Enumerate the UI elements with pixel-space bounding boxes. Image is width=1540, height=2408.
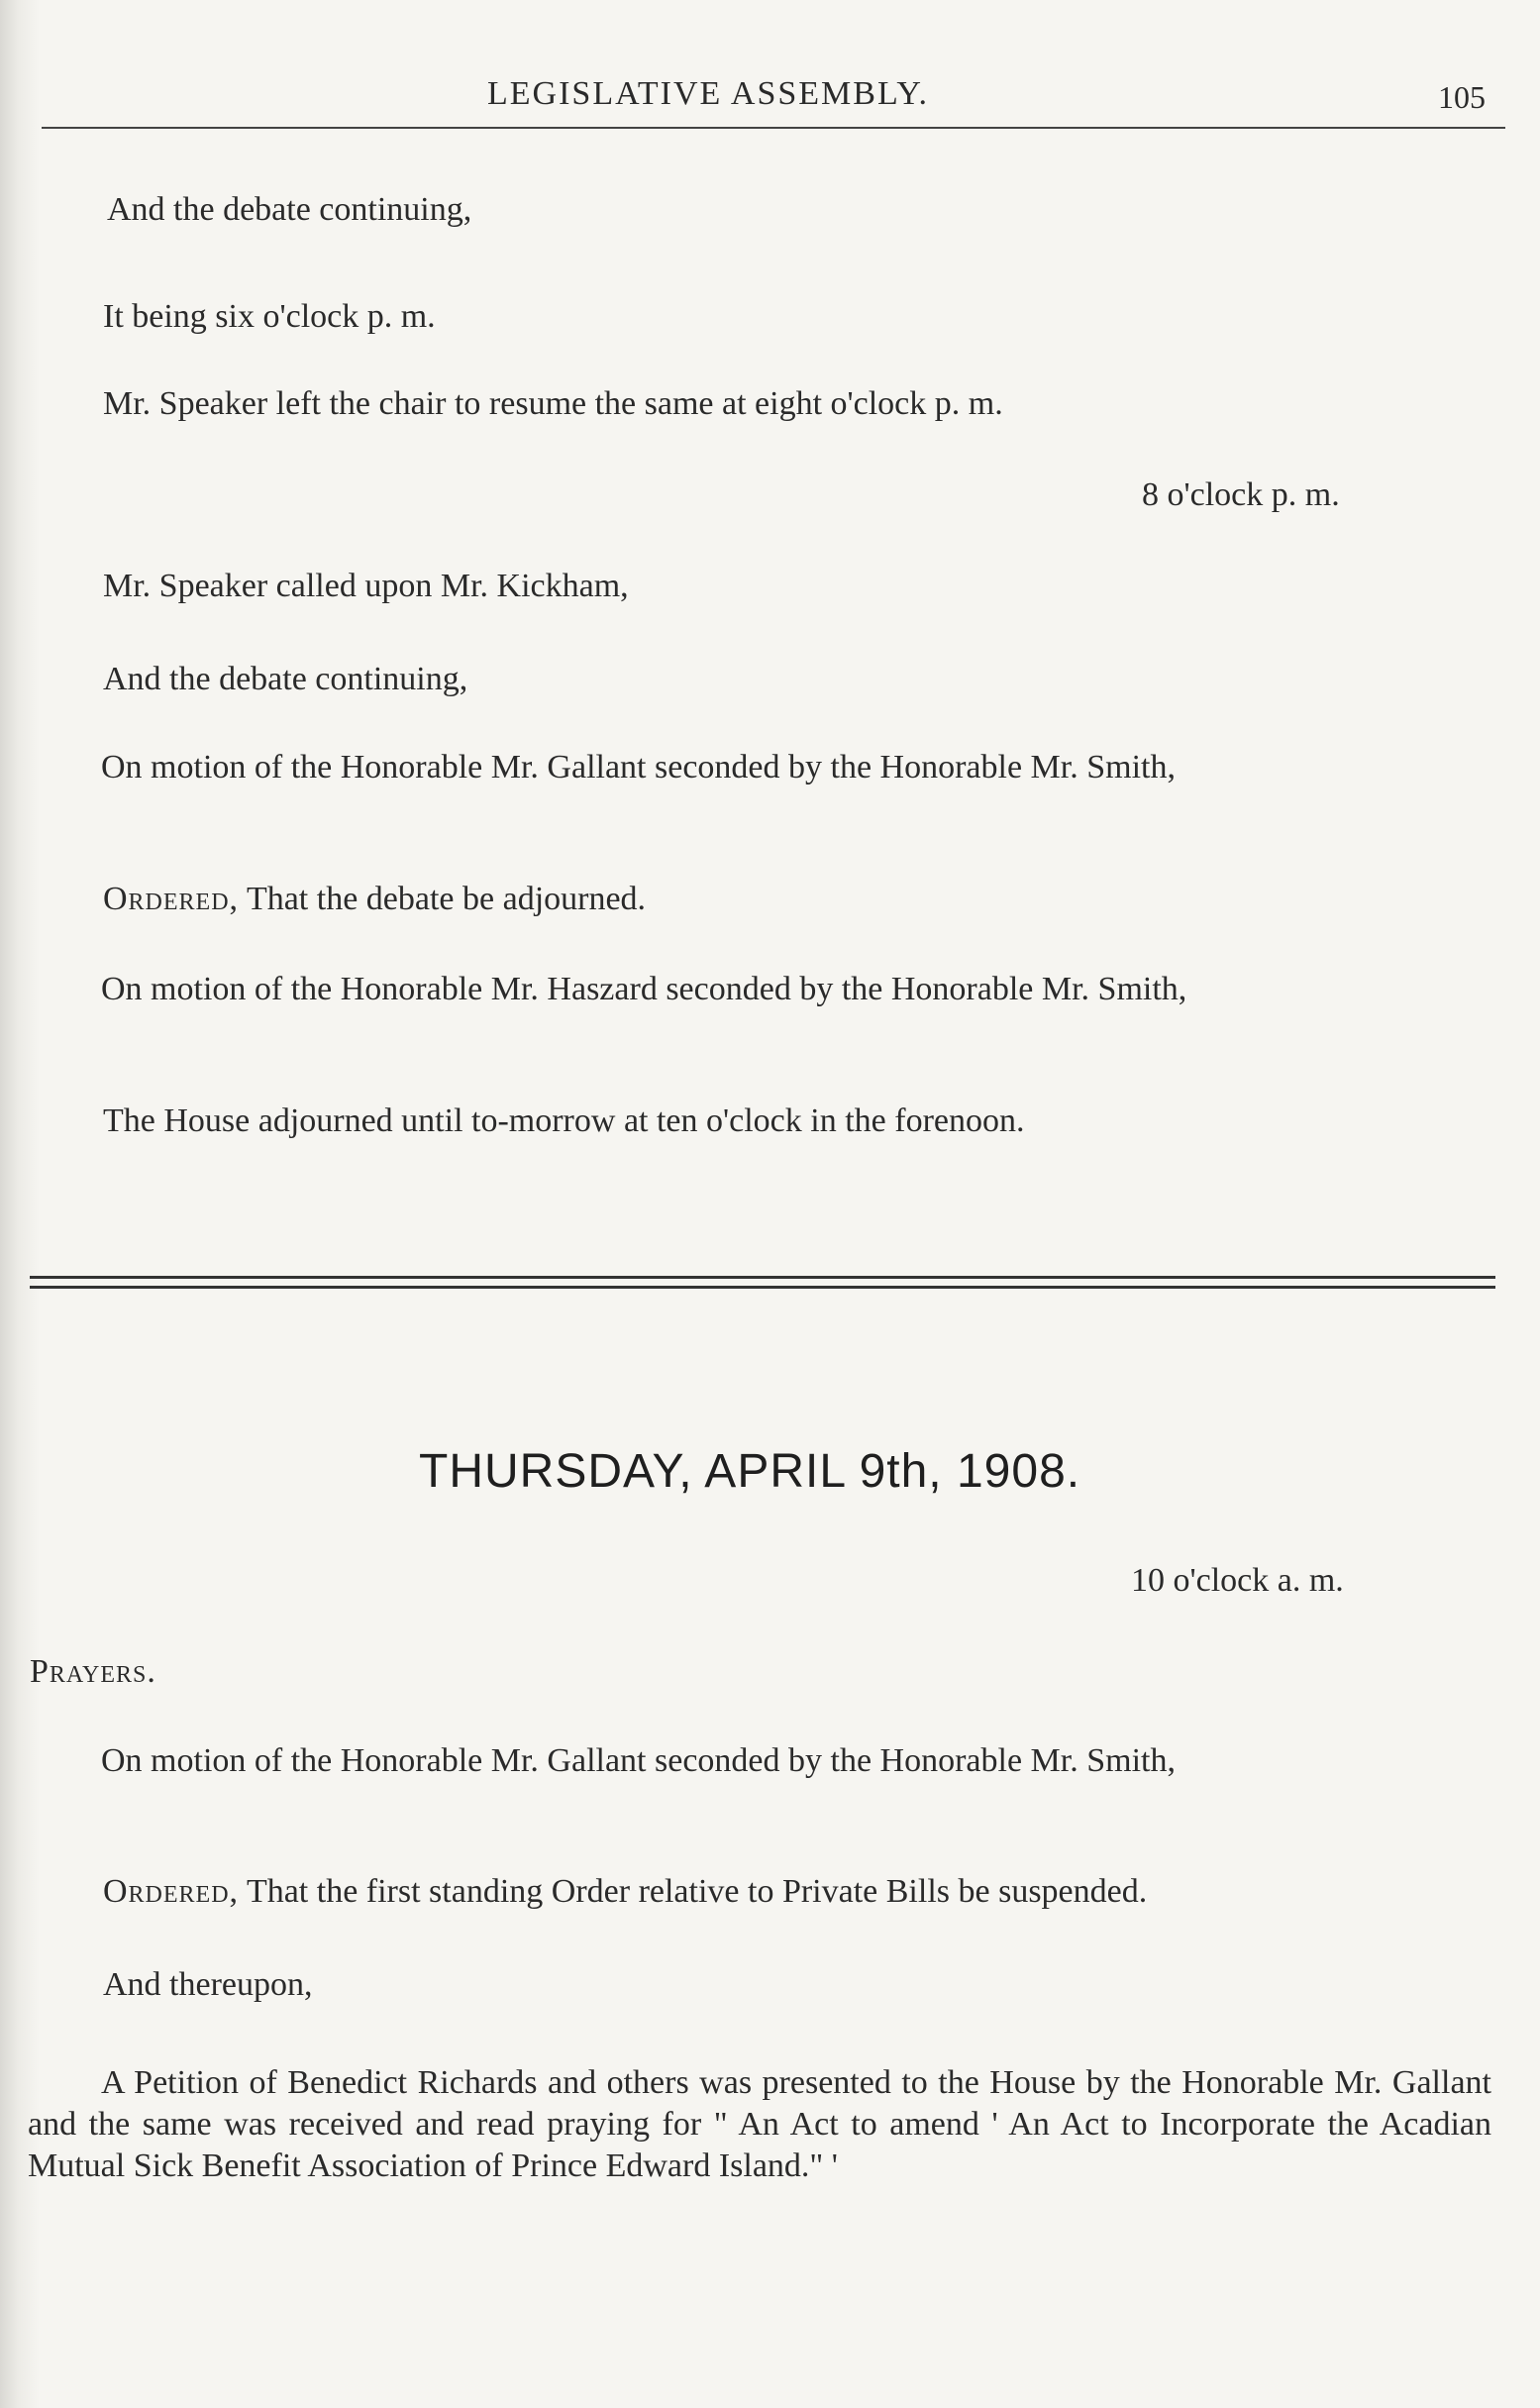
sitting-date-heading: THURSDAY, APRIL 9th, 1908. [419, 1445, 1081, 1498]
six-oclock-line: It being six o'clock p. m. [103, 298, 436, 335]
petition-paragraph: A Petition of Benedict Richards and others was presented to the House by the Honorable Mr. Gallant and the same was received and read praying for " An Act to amend ' An Act to Incorporate the Acadian Mutual Sick Benefit Association of Prince Edward Island." ' [28, 2064, 1491, 2184]
motion-haszard-paragraph: On motion of the Honorable Mr. Haszard seconded by the Honorable Mr. Smith, [101, 971, 1187, 1007]
ordered-label: Ordered, [103, 881, 240, 917]
speaker-left-chair-line: Mr. Speaker left the chair to resume the same at eight o'clock p. m. [103, 385, 1003, 422]
evening-time-label: 8 o'clock p. m. [1142, 476, 1340, 513]
ordered-suspended-line [103, 1872, 1147, 1912]
debate-continuing-line-2: And the debate continuing, [103, 661, 468, 697]
ordered-label-2: Ordered, [103, 1873, 240, 1910]
debate-continuing-line: And the debate continuing, [107, 191, 472, 228]
running-header-title: LEGISLATIVE ASSEMBLY. [487, 75, 929, 112]
section-divider-bottom [30, 1286, 1495, 1289]
ordered-adjourned-line [103, 880, 646, 919]
thereupon-line: And thereupon, [103, 1966, 313, 2003]
ordered-text-2: That the first standing Order relative to Private Bills be suspended. [239, 1873, 1148, 1910]
morning-time-label: 10 o'clock a. m. [1131, 1562, 1344, 1599]
header-rule [42, 127, 1505, 129]
house-adjourned-line: The House adjourned until to-morrow at ten o'clock in the forenoon. [103, 1102, 1025, 1139]
motion-gallant-paragraph: On motion of the Honorable Mr. Gallant seconded by the Honorable Mr. Smith, [101, 749, 1176, 785]
motion-gallant-paragraph-2: On motion of the Honorable Mr. Gallant seconded by the Honorable Mr. Smith, [101, 1742, 1176, 1779]
section-divider-top [30, 1276, 1495, 1279]
prayers-label: Prayers. [30, 1653, 156, 1690]
speaker-called-line: Mr. Speaker called upon Mr. Kickham, [103, 568, 629, 604]
ordered-text: That the debate be adjourned. [239, 881, 647, 917]
page-number: 105 [1438, 79, 1486, 115]
